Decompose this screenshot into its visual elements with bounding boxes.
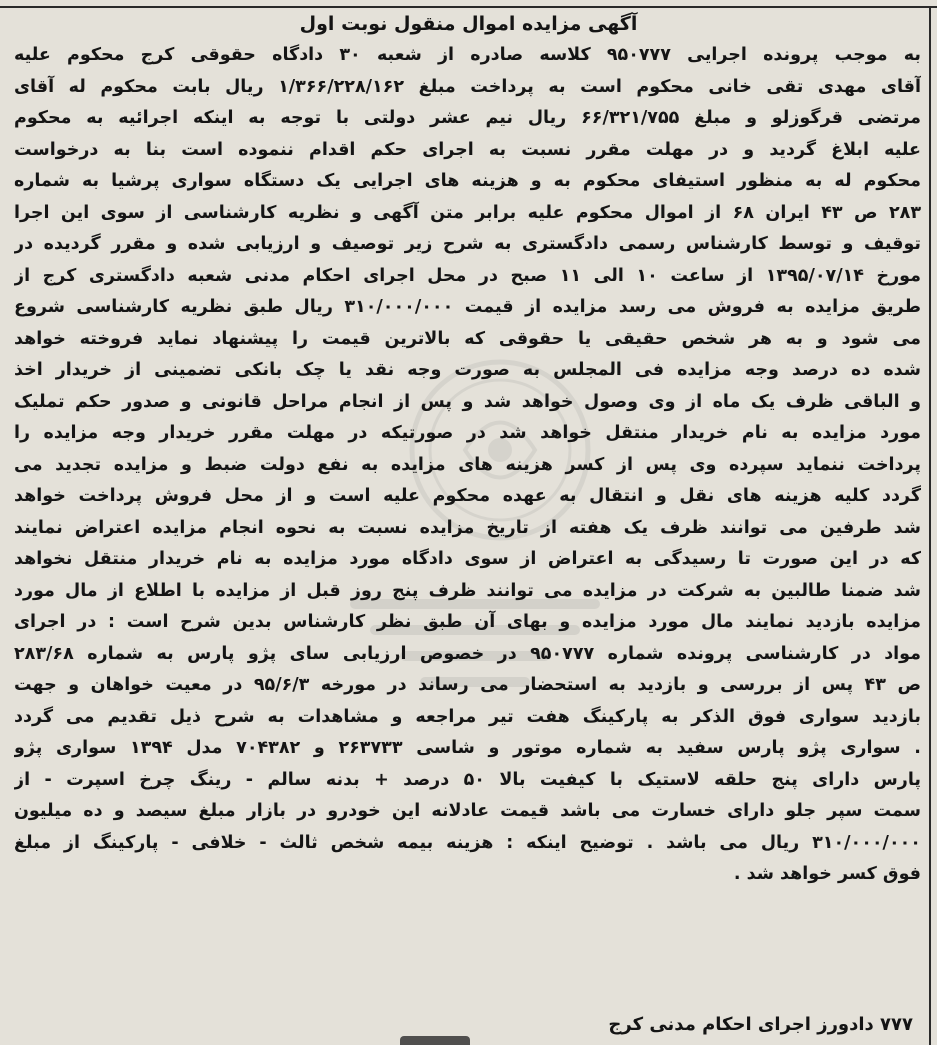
notice-line: به موجب پرونده اجرایی ۹۵۰۷۷۷ کلاسه صادره از شعبه ۳۰ دادگاه حقوقی کرج محکوم علیه (14, 45, 921, 65)
notice-line: مواد در کارشناسی پرونده شماره ۹۵۰۷۷۷ در خصوص ارزیابی سای پژو پارس به شماره ۲۸۳/۶۸ (14, 643, 921, 664)
notice-line: پرداخت ننماید سپرده وی پس از کسر هزینه های مزایده به نفع دولت ضبط و مزایده تجدید می (14, 454, 921, 475)
notice-line: که در این صورت تا رسیدگی به اعتراض از سوی دادگاه مورد مزایده به نام خریدار منتقل نخواهد (14, 549, 921, 569)
notice-line: مرتضی قرگوزلو و مبلغ ۶۶/۳۲۱/۷۵۵ ریال نیم عشر دولتی با توجه به اینکه اجرائیه به محکوم (14, 108, 921, 128)
notice-line: توقیف و توسط کارشناس رسمی دادگستری به شرح زیر توصیف و ارزیابی شده و مقرر گردیده در (14, 234, 921, 254)
notice-line: و الباقی ظرف یک ماه از وی وصول خواهد شد و پس از انجام مراحل قانونی و صدور حکم تملیک (14, 391, 921, 412)
notice-line: مورخ ۱۳۹۵/۰۷/۱۴ از ساعت ۱۰ الی ۱۱ صبح در محل اجرای احکام مدنی شعبه دادگستری کرج از (14, 265, 921, 286)
notice-line: علیه ابلاغ گردید و در مهلت مقرر نسبت به اجرای حکم اقدام ننموده است بنا به درخواست (14, 139, 921, 160)
notice-line: ص ۴۳ پس از بررسی و بازدید به استحضار می رساند در مورخه ۹۵/۶/۳ در معیت خواهان و جهت (14, 675, 921, 695)
notice-line: مزایده بازدید نمایند مال مورد مزایده و بهای آن طبق نظر کارشناس بدین شرح است : در اجرای (14, 612, 921, 632)
notice-line: ۲۸۳ ص ۴۳ ایران ۶۸ از اموال محکوم علیه برابر متن آگهی و نظریه کارشناسی از سوی این اجرا (14, 202, 921, 223)
notice-line: سمت سپر جلو دارای خسارت می باشد قیمت عادلانه این خودرو در بازار مبلغ سیصد و ده میلیون (14, 801, 921, 821)
notice-line: محکوم له به منظور استیفای محکوم به و هزینه های اجرایی یک دستگاه سواری پرشیا به شماره (14, 171, 921, 191)
notice-line: ۳۱۰/۰۰۰/۰۰۰ ریال می باشد . توضیح اینکه : هزینه بیمه شخص ثالث - خلافی - پارکینگ از مبلغ (14, 832, 921, 853)
notice-line: می شود و به هر شخص حقیقی یا حقوقی که بالاترین قیمت را پیشنهاد نماید فروخته خواهد (14, 328, 921, 349)
notice-line: طریق مزایده به فروش می رسد مزایده از قیمت ۳۱۰/۰۰۰/۰۰۰ ریال طبق نظریه کارشناسی شروع (14, 297, 921, 317)
notice-line: بازدید سواری فوق الذکر به پارکینگ هفت تیر مراجعه و مشاهدات به شرح ذیل تقدیم می گردد (14, 706, 921, 727)
notice-line: شد ضمنا طالبین به شرکت در مزایده می توانند ظرف پنج روز قبل از مزایده با اطلاع از مال مورد (14, 580, 921, 601)
notice-line: گردد کلیه هزینه های نقل و انتقال به عهده محکوم علیه است و از محل فروش پرداخت خواهد (14, 486, 921, 506)
signature-line: ۷۷۷ دادورز اجرای احکام مدنی کرج (608, 1014, 913, 1035)
cut-off-logo-mark (400, 1036, 470, 1045)
notice-line: شده ده درصد وجه مزایده فی المجلس به صورت وجه نقد یا چک بانکی تضمینی از خریدار اخذ (14, 360, 921, 380)
notice-line: پارس دارای پنج حلقه لاستیک با کیفیت بالا ۵۰ درصد + بدنه سالم - رینگ چرخ اسپرت - از (14, 769, 921, 790)
notice-body (14, 40, 921, 990)
notice-line: آقای مهدی تقی خانی محکوم است به پرداخت مبلغ ۱/۳۶۶/۲۲۸/۱۶۲ ریال بابت محکوم له آقای (14, 76, 921, 97)
notice-line: شد طرفین می توانند ظرف یک هفته از تاریخ مزایده نسبت به نحوه انجام مزایده اعتراض نمایند (14, 517, 921, 538)
notice-line: فوق کسر خواهد شد . (733, 864, 921, 884)
right-border-rule (929, 6, 931, 1045)
top-border-rule (0, 6, 937, 8)
notice-line: مورد مزایده به نام خریدار منتقل خواهد شد در صورتیکه در مهلت مقرر خریدار وجه مزایده را (14, 423, 921, 443)
notice-title: آگهی مزایده اموال منقول نوبت اول (299, 13, 638, 35)
notice-line: . سواری پژو پارس سفید به شماره موتور و شاسی ۲۶۳۷۳۳ و ۷۰۴۳۸۲ مدل ۱۳۹۴ سواری پژو (14, 738, 921, 758)
